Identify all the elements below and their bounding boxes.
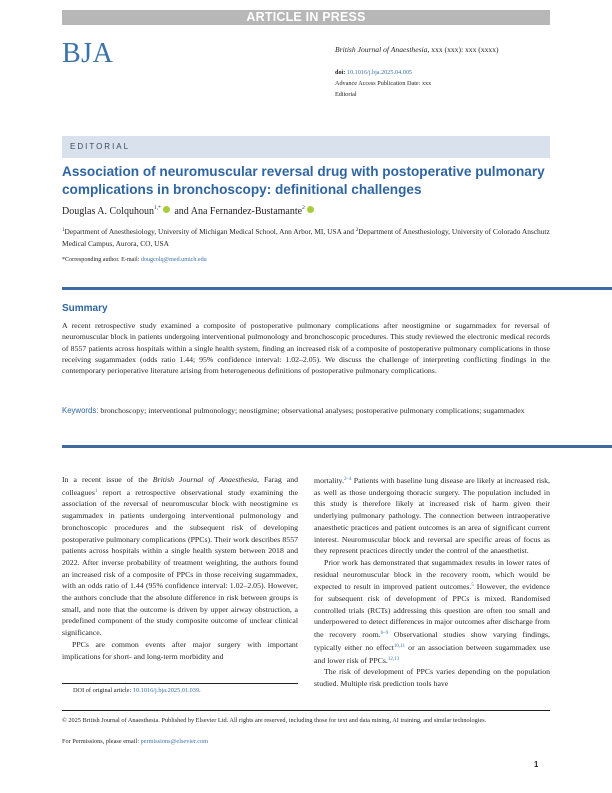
footer-rule [62,710,550,711]
doi-link[interactable]: 10.1016/j.bja.2025.04.005 [346,69,413,76]
corresponding-author [62,257,207,263]
body-column-right [314,474,550,690]
keywords-label: Keywords: [62,406,99,415]
permissions [62,738,208,745]
keywords-list: bronchoscopy; interventional pulmonology; neostigmine; observational analyses; postoperative pulmonary complications; sugammadex [98,406,525,415]
body-paragraph [314,474,550,557]
article-title: Association of neuromuscular reversal drug with postoperative pulmonary complications in bronchoscopy: definitional challenges [62,164,545,197]
author-conjunction: and [171,206,191,217]
author-affil-sup: 2 [302,205,305,211]
body-paragraph [314,557,550,666]
keywords [62,405,550,416]
body-paragraph [62,474,298,639]
body-text: , Farag and colleagues [62,475,299,497]
body-paragraph: PPCs are common events after major surgery with important implications for short- and long-term morbidity and [62,639,298,661]
summary-heading: Summary [62,303,108,314]
body-text: However, the evidence for subsequent risk of development of PPCs is mixed. Randomised controlled trials (RCTs) addressing this question are often too small and underpowered to detect differences in major outcomes after discharge from the recovery room. [314,582,551,640]
body-text: vs [291,499,298,509]
journal-citation [335,45,499,54]
permissions-email[interactable]: permissions@elsevier.com [140,738,209,745]
article-type: Editorial [335,91,357,98]
author-list [62,205,316,217]
footnote-end: . [199,687,201,694]
page-number: 1 [534,760,539,769]
body-text: or an association between sugammadex use and lower risk of PPCs. [314,642,550,665]
copyright: © 2025 British Journal of Anaesthesia. Published by Elsevier Ltd. All rights are reserved, including those for text and data mining, AI training, and similar technologies. [62,717,487,724]
body-text: In a recent issue of the [62,475,153,484]
body-journal-name: British Journal of Anaesthesia [152,475,257,484]
body-column-left [62,474,298,662]
summary-top-rule [62,287,612,290]
permissions-label: For Permissions, please email: [62,738,141,745]
doi-line [335,69,412,76]
journal-logo: BJA [62,38,114,69]
affil-text: Department of Anesthesiology, University of Colorado Anschutz Medical Campus, Aurora, CO, USA [62,227,550,248]
affil-sup: 1 [62,228,65,233]
reference-link[interactable]: 1 [94,488,98,494]
author-name[interactable]: Douglas A. Colquhoun [62,206,154,217]
summary-bottom-rule [62,445,612,448]
orcid-icon[interactable] [163,206,170,213]
journal-name: British Journal of Anaesthesia [335,45,428,54]
body-text: report a retrospective observational study examining the association of the reversal of neuromuscular block with neostigmine [62,487,298,509]
affil-sup: 2 [355,228,359,233]
journal-cite: , xxx (xxx): xxx (xxxx) [427,45,499,54]
body-text: Observational studies show varying findings, typically either no effect [314,630,550,652]
doi-label: doi: [335,69,346,76]
affiliations [62,225,552,250]
summary-text: A recent retrospective study examined a composite of postoperative pulmonary complications after neostigmine or sugammadex for reversal of neuromuscular block in patients undergoing interventional pulmonology and bronchoscopic procedures. This study reviewed the electronic medical records of 8557 patients across hospitals within a single health system, finding an increased risk of a composite of postoperative pulmonary complications in those receiving sugammadex (odds ratio 1.44; 95% confidence interval: 1.02–2.05). We discuss the challenge of interpreting conflicting findings in the contemporary perioperative literature arising from heterogeneous definitions of postoperative pulmonary complications. [62,321,550,376]
body-text: Prior work has demonstrated that sugammadex results in lower rates of residual neuromuscular block in the recovery room, which would be expected to result in improved patient outcomes. [314,557,550,592]
body-text: Patients with baseline lung disease are likely at increased risk, as well as those undergoing thoracic surgery. The population included in this study is therefore likely at increased risk of harm given their underlying pulmonary pathology. The connection between intraoperative anaesthetic practices and patient outcomes is an area of significant current interest. Neuromuscular block and reversal are specific areas of focus as they represent practices directly under the control of the anaesthetist. [314,476,550,556]
affil-text: Department of Anesthesiology, University of Michigan Medical School, Ann Arbor, MI, USA and [64,227,356,236]
reference-link[interactable]: 6–9 [380,631,389,637]
section-label: EDITORIAL [62,136,550,158]
body-text: mortality. [314,476,345,485]
footnote-doi-link[interactable]: 10.1016/j.bja.2025.01.039 [132,687,200,694]
advance-access: Advance Access Publication Date: xxx [335,80,432,87]
corresponding-label: *Corresponding author. E-mail: [62,257,141,263]
reference-link[interactable]: 12,13 [387,656,400,662]
author-name[interactable]: Ana Fernandez-Bustamante [190,206,303,217]
corresponding-email[interactable]: dougcolq@med.umich.edu [140,257,207,263]
orcid-icon[interactable] [307,206,314,213]
footnote [73,687,201,694]
body-text: sugammadex in patients undergoing interventional pulmonology and bronchoscopic procedures and the subsequent risk of developing postoperative pulmonary complications (PPCs). Their work describes 8557 patients across hospitals within a single health system between 2018 and 2022. After inverse probability of treatment weighting, the authors found an increased risk of a composite of PPCs in those receiving sugammadex, with an odds ratio of 1.44 (95% confidence interval: 1.02–2.05). However, the authors conclude that the absolute difference in risk between groups is small, and note that the outcome is driven by upper airway obstruction, a predefined component of the study composite outcome of unclear clinical significance. [62,511,298,638]
footnote-rule [62,683,298,684]
footnote-label: DOI of original article: [73,687,133,694]
reference-link[interactable]: 5 [471,583,474,589]
author-affil-sup: 1,* [153,205,161,211]
body-paragraph: The risk of development of PPCs varies depending on the population studied. Multiple risk prediction tools have [314,667,550,688]
article-in-press-banner: ARTICLE IN PRESS [62,10,550,25]
reference-link[interactable]: 10,11 [393,643,405,649]
reference-link[interactable]: 2–4 [344,477,352,482]
